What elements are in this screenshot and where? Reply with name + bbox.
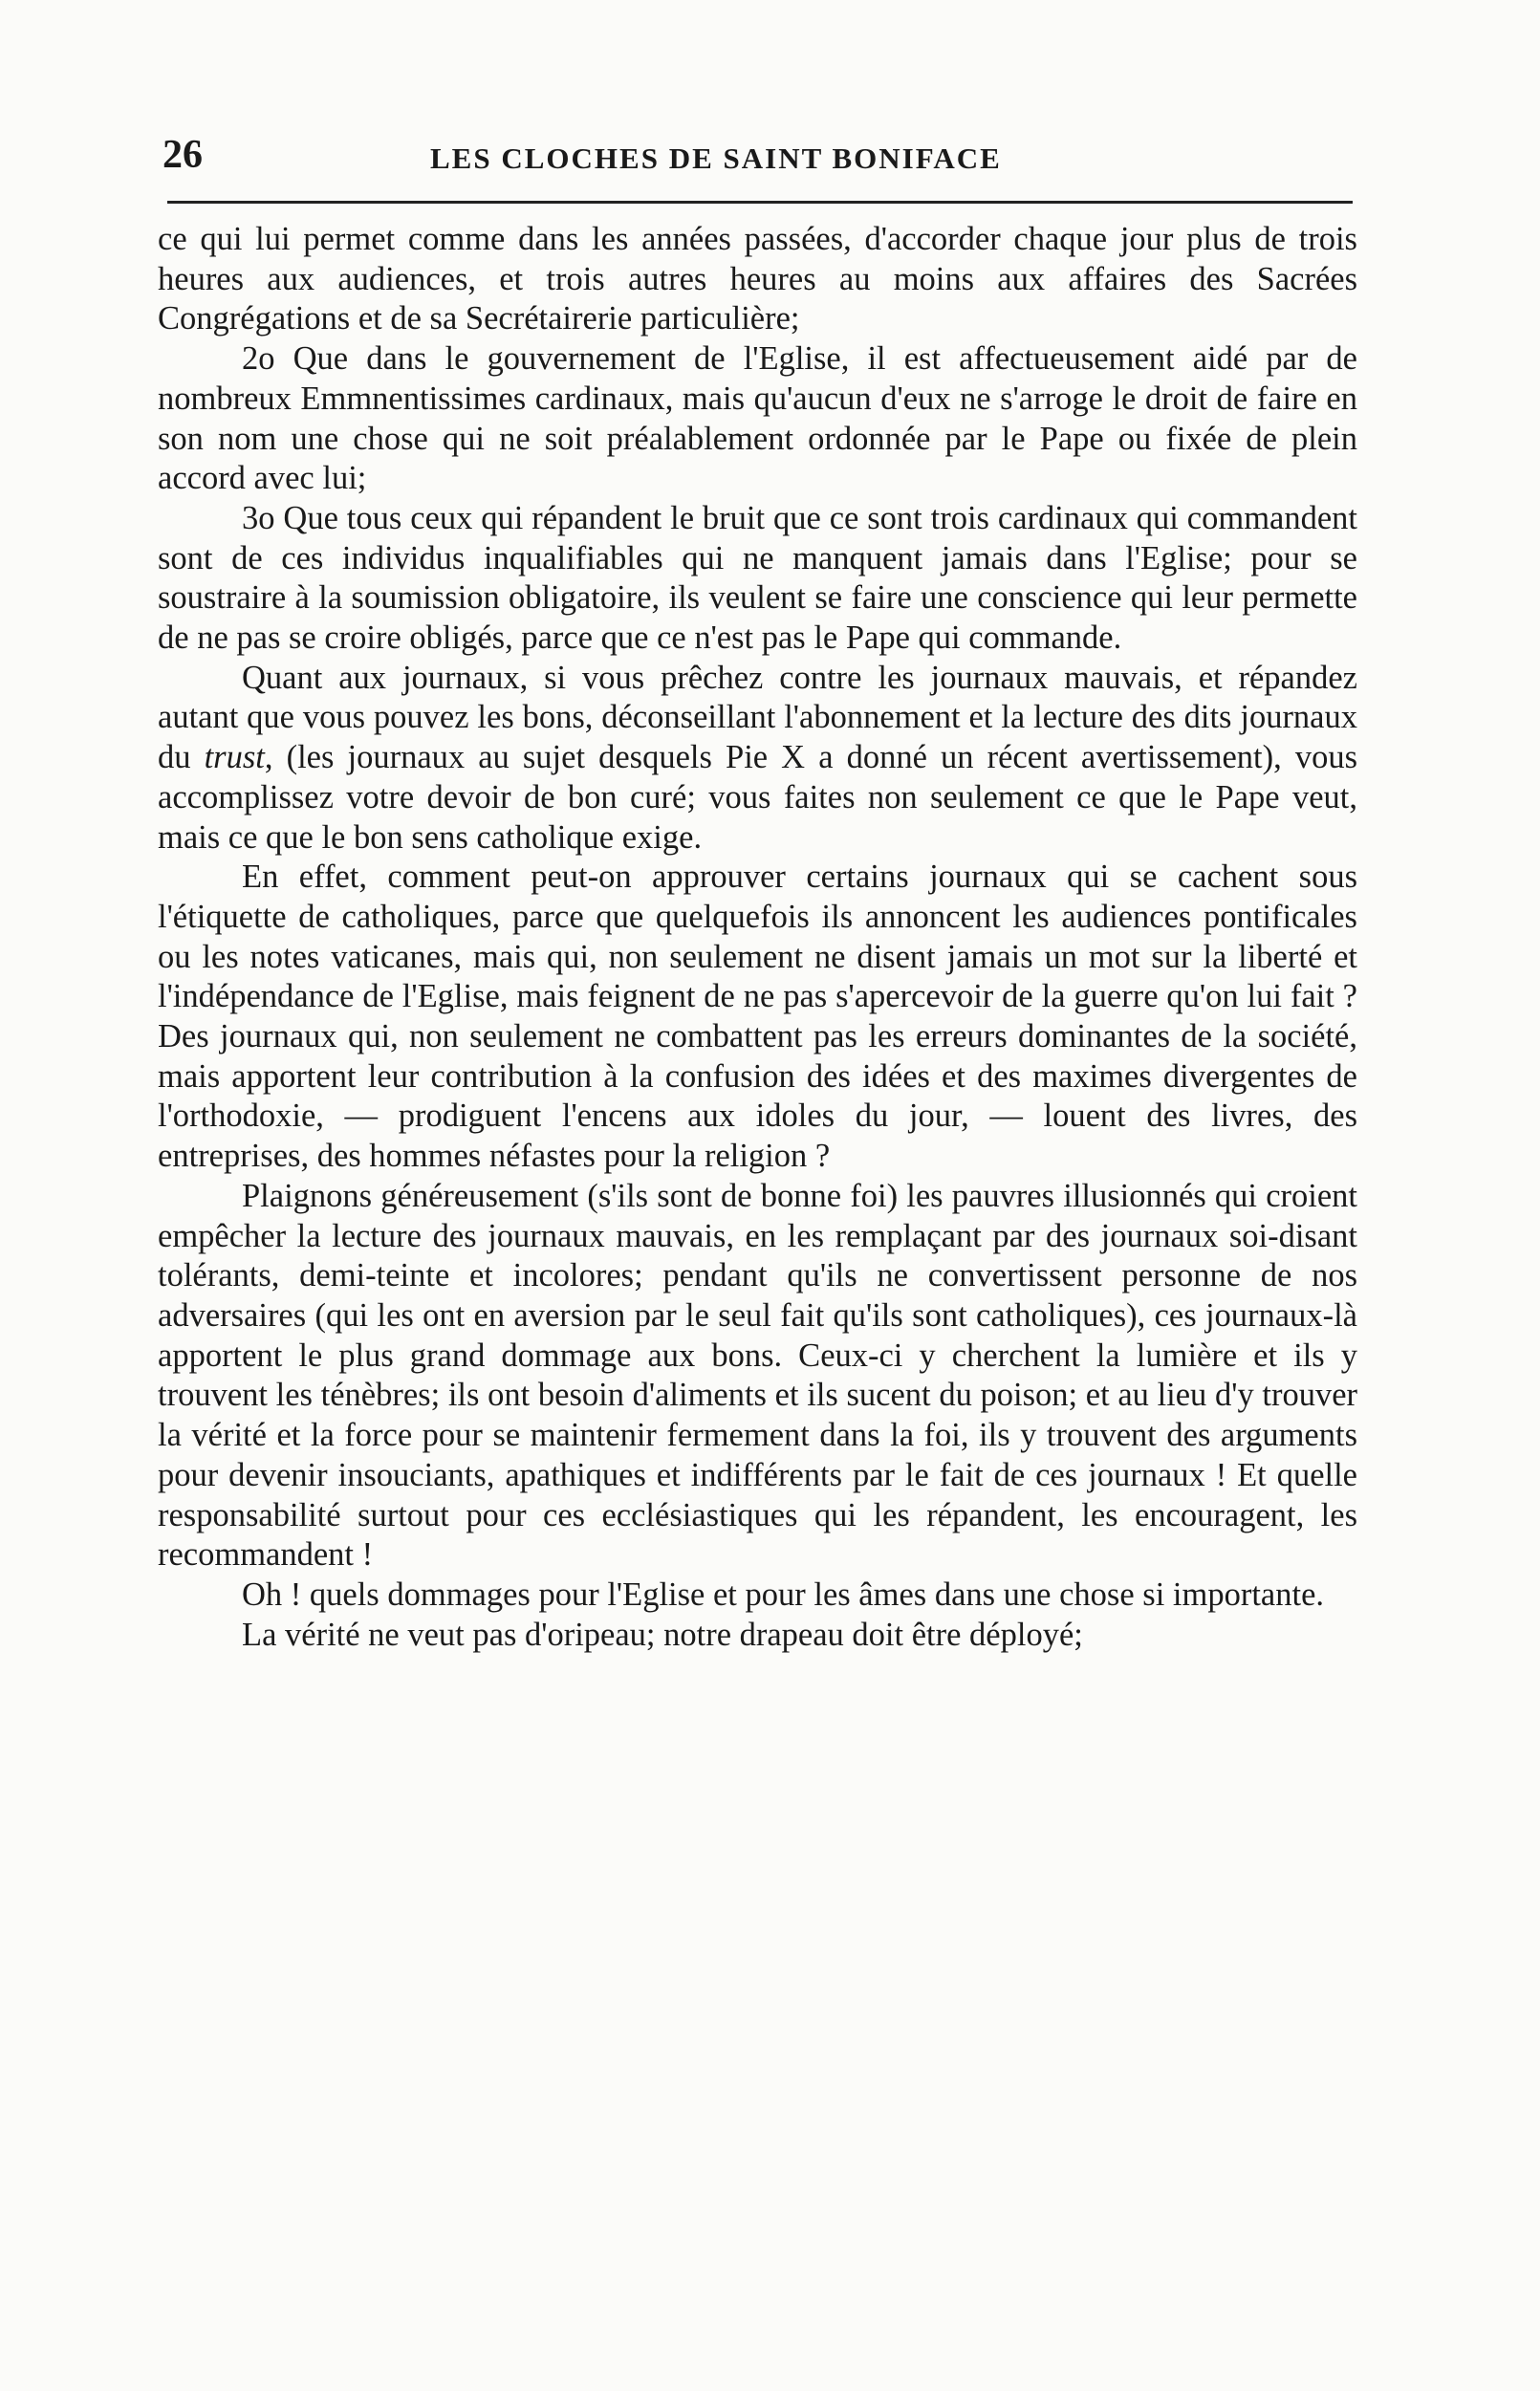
paragraph-text: , (les journaux au sujet desquels Pie X a donné un récent avertissement), vous accomplissez votre devoir de bon curé; vous faites non seulement ce que le Pape veut, mais ce que le bon sens catholique exige.	[158, 739, 1357, 856]
paragraph: 2o Que dans le gouvernement de l'Eglise, il est affectueusement aidé par de nombreux Emmnentissimes cardinaux, mais qu'aucun d'eux ne s'arroge le droit de faire en son nom une chose qui ne soit préalablement ordonnée par le Pape ou fixée de plein accord avec lui;	[158, 340, 1357, 497]
paragraph: En effet, comment peut-on approuver certains journaux qui se cachent sous l'étiquette de catholiques, parce que quelquefois ils annoncent les audiences pontificales ou les notes vaticanes, mais qui, non seulement ne disent jamais un mot sur la liberté et l'indépendance de l'Eglise, mais feignent de ne pas s'apercevoir de la guerre qu'on lui fait ? Des journaux qui, non seulement ne combattent pas les erreurs dominantes de la société, mais apportent leur contribution à la confusion des idées et des maximes divergentes de l'orthodoxie, — prodiguent l'encens aux idoles du jour, — louent des livres, des entreprises, des hommes néfastes pour la religion ?	[158, 859, 1357, 1175]
italic-term: trust	[204, 739, 265, 776]
body-text	[158, 220, 1357, 1655]
header-rule	[167, 201, 1353, 204]
running-title: LES CLOCHES DE SAINT BONIFACE	[430, 141, 1002, 175]
paragraph	[158, 659, 1357, 859]
paragraph-text: Quant aux journaux, si vous prêchez contre les journaux mauvais, et répandez autant que vous pouvez les bons, déconseillant l'abonnement et la lecture des dits journaux du	[158, 659, 1357, 776]
paragraph: Oh ! quels dommages pour l'Eglise et pour les âmes dans une chose si importante.	[242, 1576, 1325, 1613]
paragraph: 3o Que tous ceux qui répandent le bruit que ce sont trois cardinaux qui commandent sont de ces individus inqualifiables qui ne manquent jamais dans l'Eglise; pour se soustraire à la soumission obligatoire, ils veulent se faire une conscience qui leur permette de ne pas se croire obligés, parce que ce n'est pas le Pape qui commande.	[158, 499, 1357, 657]
paragraph: Plaignons généreusement (s'ils sont de bonne foi) les pauvres illusionnés qui croient empêcher la lecture des journaux mauvais, en les remplaçant par des journaux soi-disant tolérants, demi-teinte et incolores; pendant qu'ils ne convertissent personne de nos adversaires (qui les ont en aversion par le seul fait qu'ils sont catholiques), ces journaux-là apportent le plus grand dommage aux bons. Ceux-ci y cherchent la lumière et ils y trouvent les ténèbres; ils ont besoin d'aliments et ils sucent du poison; et au lieu d'y trouver la vérité et la force pour se maintenir fermement dans la foi, ils y trouvent des arguments pour devenir insouciants, apathiques et indifférents par le fait de ces journaux ! Et quelle responsabilité surtout pour ces ecclésiastiques qui les répandent, les encouragent, les recommandent !	[158, 1177, 1357, 1574]
page-number: 26	[163, 133, 203, 177]
paragraph: ce qui lui permet comme dans les années passées, d'accorder chaque jour plus de trois heures aux audiences, et trois autres heures au moins aux affaires des Sacrées Congrégations et de sa Secrétairerie particulière;	[158, 221, 1357, 337]
paragraph: La vérité ne veut pas d'oripeau; notre drapeau doit être déployé;	[242, 1616, 1083, 1653]
